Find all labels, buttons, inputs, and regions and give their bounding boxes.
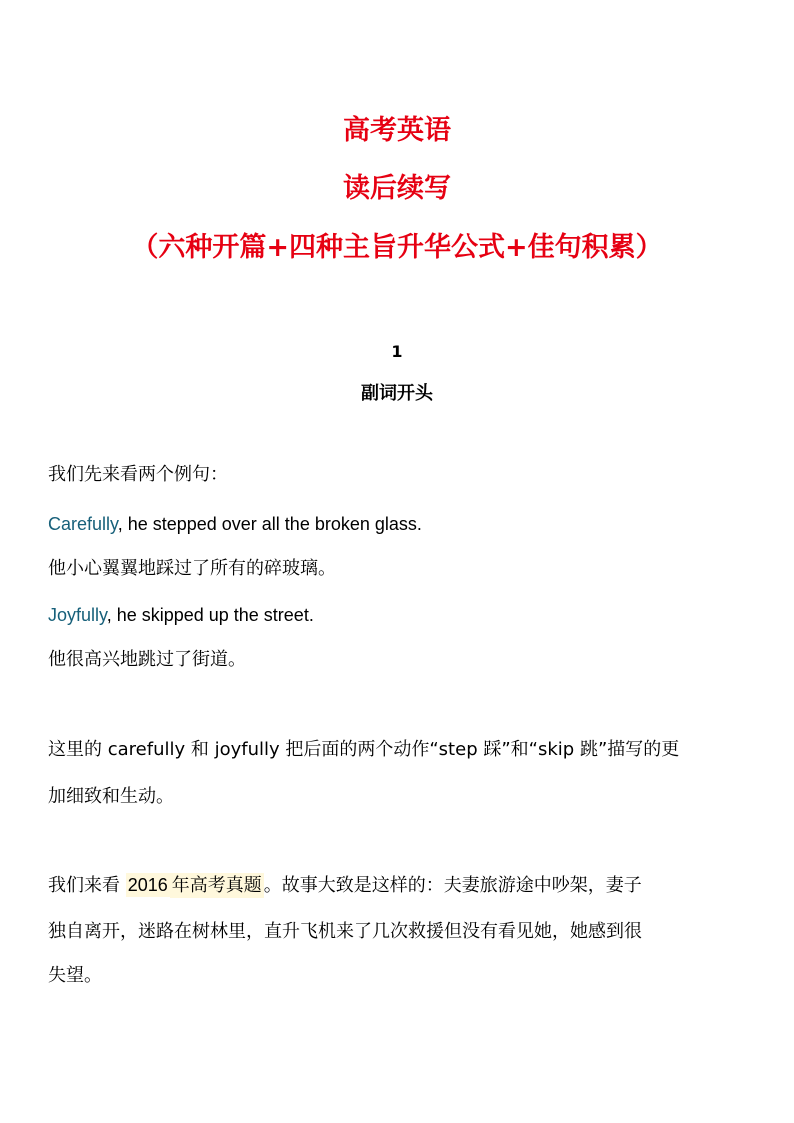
story-exam: 年高考真题 bbox=[171, 875, 262, 896]
story-year: 2016 bbox=[127, 875, 168, 895]
title-line-2: 读后续写 bbox=[343, 173, 451, 204]
story-line-3: 失望。 bbox=[48, 965, 102, 986]
example-2 bbox=[48, 603, 748, 627]
explanation-line-1: 这里的 carefully 和 joyfully 把后面的两个动作“step 踩”和“skip 跳”描写的更 bbox=[48, 739, 680, 760]
story-rest: 。故事大致是这样的：夫妻旅游途中吵架，妻子 bbox=[263, 875, 642, 896]
story-prefix: 我们来看 bbox=[48, 875, 126, 896]
title-line-1: 高考英语 bbox=[343, 115, 451, 146]
example-1-rest: , he stepped over all the broken glass. bbox=[117, 514, 422, 534]
example-2-rest: , he skipped up the street. bbox=[106, 605, 314, 625]
section-number: 1 bbox=[391, 342, 403, 361]
story-line-2: 独自离开，迷路在树林里，直升飞机来了几次救援但没有看见她，她感到很 bbox=[48, 921, 642, 942]
title-line-3: （六种开篇+四种主旨升华公式+佳句积累） bbox=[131, 232, 663, 263]
example-2-translation: 他很高兴地跳过了街道。 bbox=[48, 649, 246, 670]
example-1 bbox=[48, 512, 748, 536]
story-line-1 bbox=[48, 873, 748, 898]
explanation-line-2: 加细致和生动。 bbox=[48, 786, 174, 807]
example-1-adverb: Carefully bbox=[48, 514, 118, 534]
intro-text: 我们先来看两个例句： bbox=[48, 464, 228, 485]
example-2-adverb: Joyfully bbox=[48, 605, 107, 625]
example-1-translation: 他小心翼翼地踩过了所有的碎玻璃。 bbox=[48, 558, 336, 579]
section-title: 副词开头 bbox=[361, 383, 433, 404]
